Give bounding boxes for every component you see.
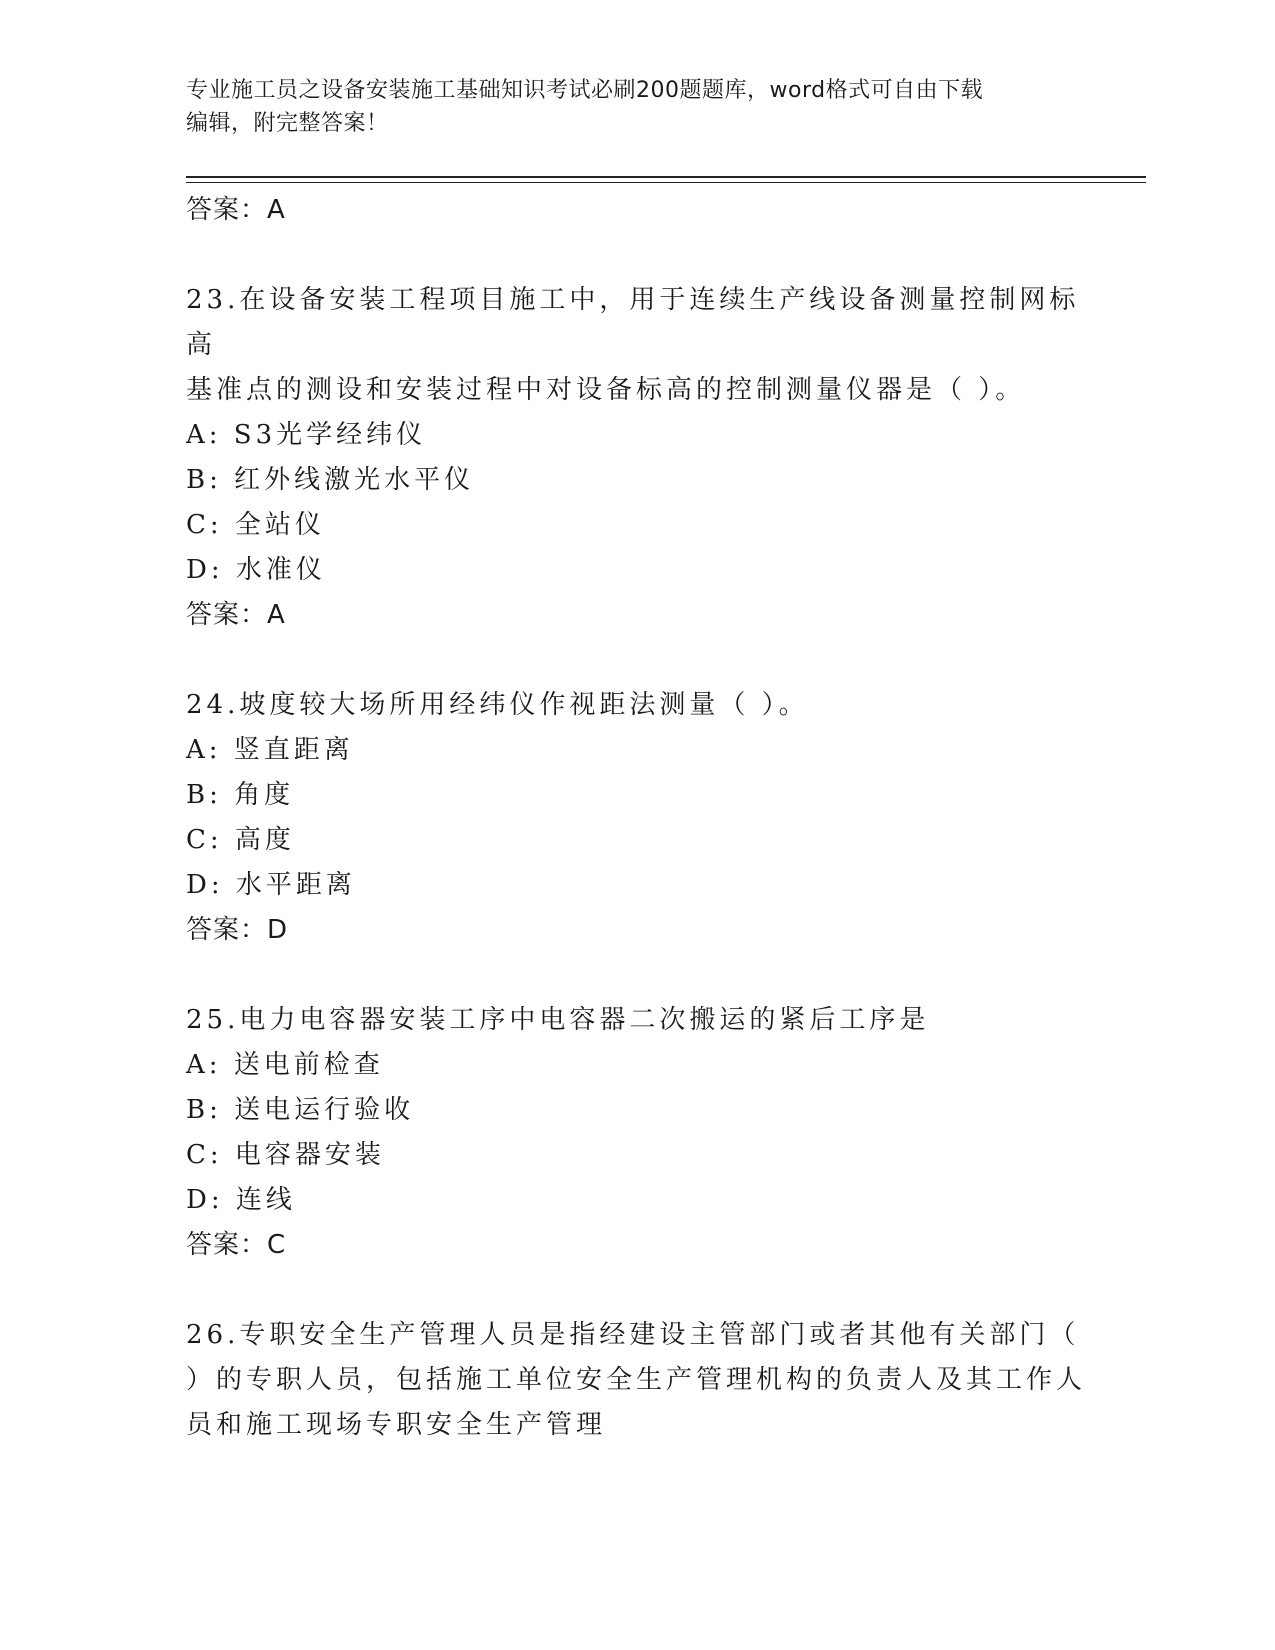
question-26 bbox=[186, 1313, 1086, 1448]
answer-line: 答案：A bbox=[186, 195, 286, 225]
question-list bbox=[186, 188, 1086, 1448]
answer-line: 答案：D bbox=[186, 915, 289, 945]
option-a: A: 竖直距离 bbox=[186, 735, 354, 765]
option-c: C: 电容器安装 bbox=[186, 1140, 385, 1170]
answer-line: 答案：C bbox=[186, 1230, 287, 1260]
header-divider-thick bbox=[186, 176, 1146, 178]
question-24 bbox=[186, 683, 1086, 952]
option-d: D: 水平距离 bbox=[186, 870, 356, 900]
question-stem-line: 员和施工现场专职安全生产管理 bbox=[186, 1410, 607, 1440]
question-stem-line: ）的专职人员，包括施工单位安全生产管理机构的负责人及其工作人 bbox=[186, 1365, 1087, 1395]
option-a: A: 送电前检查 bbox=[186, 1050, 384, 1080]
question-stem bbox=[186, 998, 1086, 1043]
question-stem-line: 24.坡度较大场所用经纬仪作视距法测量（ ）。 bbox=[186, 690, 809, 720]
document-header bbox=[186, 74, 1066, 140]
question-stem-line: 26.专职安全生产管理人员是指经建设主管部门或者其他有关部门（ bbox=[186, 1320, 1080, 1350]
option-a: A: S3光学经纬仪 bbox=[186, 420, 427, 450]
option-d: D: 连线 bbox=[186, 1185, 296, 1215]
option-b: B: 红外线激光水平仪 bbox=[186, 465, 475, 495]
question-stem bbox=[186, 1313, 1086, 1448]
question-23 bbox=[186, 278, 1086, 637]
header-title-line-2: 编辑，附完整答案！ bbox=[186, 111, 389, 136]
option-b: B: 角度 bbox=[186, 780, 295, 810]
question-stem-line: 23.在设备安装工程项目施工中，用于连续生产线设备测量控制网标高 bbox=[186, 285, 1080, 360]
header-title-line-1: 专业施工员之设备安装施工基础知识考试必刷200题题库，word格式可自由下载 bbox=[186, 78, 984, 103]
header-divider-thin bbox=[186, 182, 1146, 183]
answer-line: 答案：A bbox=[186, 600, 286, 630]
option-b: B: 送电运行验收 bbox=[186, 1095, 415, 1125]
question-stem-line: 基准点的测设和安装过程中对设备标高的控制测量仪器是（ ）。 bbox=[186, 375, 1026, 405]
question-stem bbox=[186, 683, 1086, 728]
option-d: D: 水准仪 bbox=[186, 555, 326, 585]
question-stem bbox=[186, 278, 1086, 413]
option-c: C: 全站仪 bbox=[186, 510, 325, 540]
question-stem-line: 25.电力电容器安装工序中电容器二次搬运的紧后工序是 bbox=[186, 1005, 930, 1035]
option-c: C: 高度 bbox=[186, 825, 295, 855]
question-25 bbox=[186, 998, 1086, 1267]
